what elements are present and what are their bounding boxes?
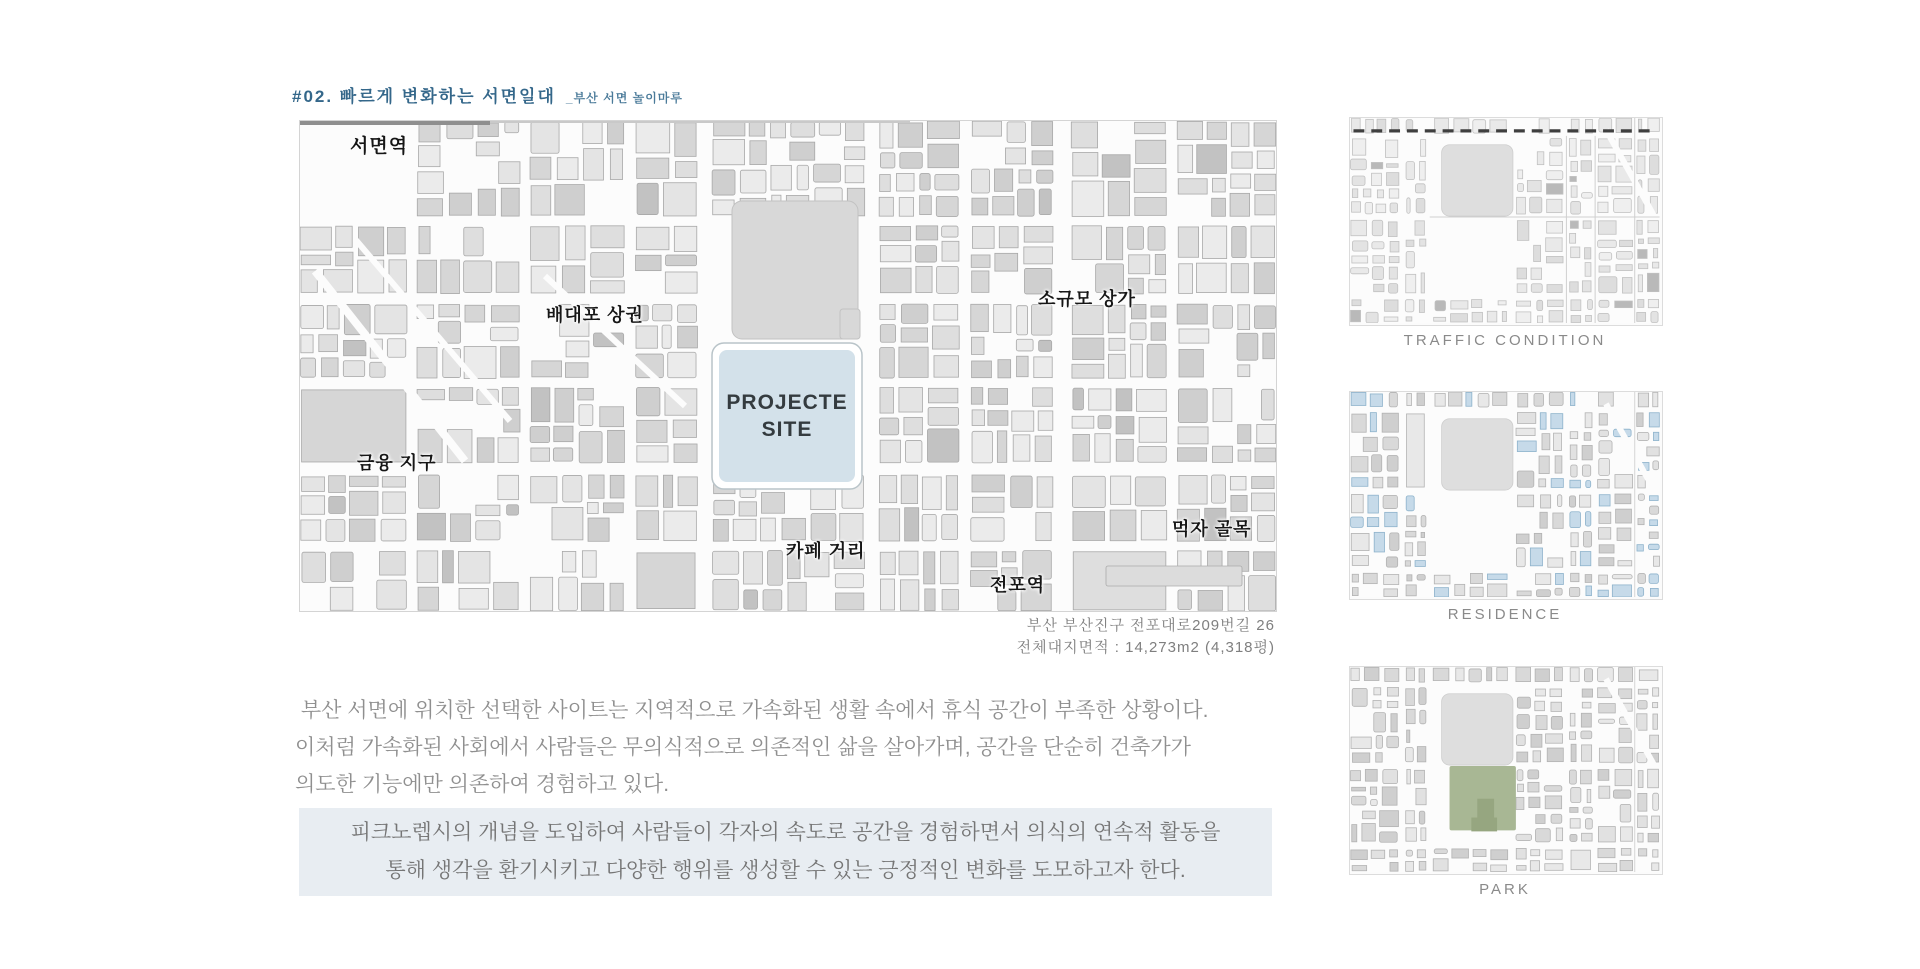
mini-map-traffic	[1349, 117, 1661, 349]
map-label-finance-district: 금융 지구	[357, 453, 437, 473]
residence-map-graphic	[1350, 392, 1660, 597]
map-label-small-shops: 소규모 상가	[1038, 289, 1136, 309]
site-address-block	[875, 615, 1275, 659]
project-site-label	[712, 343, 862, 489]
section-title: #02. 빠르게 변화하는 서면일대	[292, 87, 556, 106]
map-label-cafe-street: 카페 거리	[786, 541, 866, 561]
map-top-road-dark	[300, 121, 490, 125]
mini-caption-traffic: TRAFFIC CONDITION	[1403, 332, 1607, 349]
traffic-map-graphic	[1350, 118, 1660, 323]
map-label-seomyeon-station: 서면역	[350, 136, 409, 157]
park-map-graphic	[1350, 667, 1660, 872]
mini-caption-residence: RESIDENCE	[1447, 606, 1563, 623]
section-title-row	[292, 82, 683, 107]
site-area: 전체대지면적 : 14,273m2 (4,318평)	[1016, 639, 1275, 656]
description-paragraph	[295, 692, 1285, 803]
section-subtitle: _부산 서면 놀이마루	[565, 91, 683, 105]
description-line: 이처럼 가속화된 사회에서 사람들은 무의식적으로 의존적인 삶을 살아가며, 공간을 단순히 건축가가	[295, 736, 1191, 759]
concept-line: 통해 생각을 환기시키고 다양한 행위를 생성할 수 있는 긍정적인 변화를 도모하고자 한다.	[385, 859, 1186, 882]
concept-statement-box	[299, 808, 1272, 896]
mini-map-park	[1349, 666, 1661, 898]
map-label-jeonpo-station: 전포역	[990, 575, 1046, 595]
project-site-line1: PROJECTE	[726, 390, 848, 414]
map-top-road-light	[490, 121, 910, 123]
description-line: 부산 서면에 위치한 선택한 사이트는 지역적으로 가속화된 생활 속에서 휴식 공간이 부족한 상황이다.	[295, 699, 1209, 722]
map-label-commercial-district: 배대포 상권	[546, 305, 644, 325]
mini-caption-park: PARK	[1479, 881, 1531, 898]
site-address: 부산 부산진구 전포대로209번길 26	[1026, 617, 1275, 634]
project-site-line2: SITE	[761, 418, 813, 441]
description-line: 의도한 기능에만 의존하여 경험하고 있다.	[295, 773, 670, 796]
site-map	[299, 120, 1277, 612]
concept-line: 피크노렙시의 개념을 도입하여 사람들이 각자의 속도로 공간을 경험하면서 의식의 연속적 활동을	[350, 821, 1221, 844]
map-label-food-alley: 먹자 골목	[1172, 519, 1252, 539]
mini-map-residence	[1349, 391, 1661, 623]
